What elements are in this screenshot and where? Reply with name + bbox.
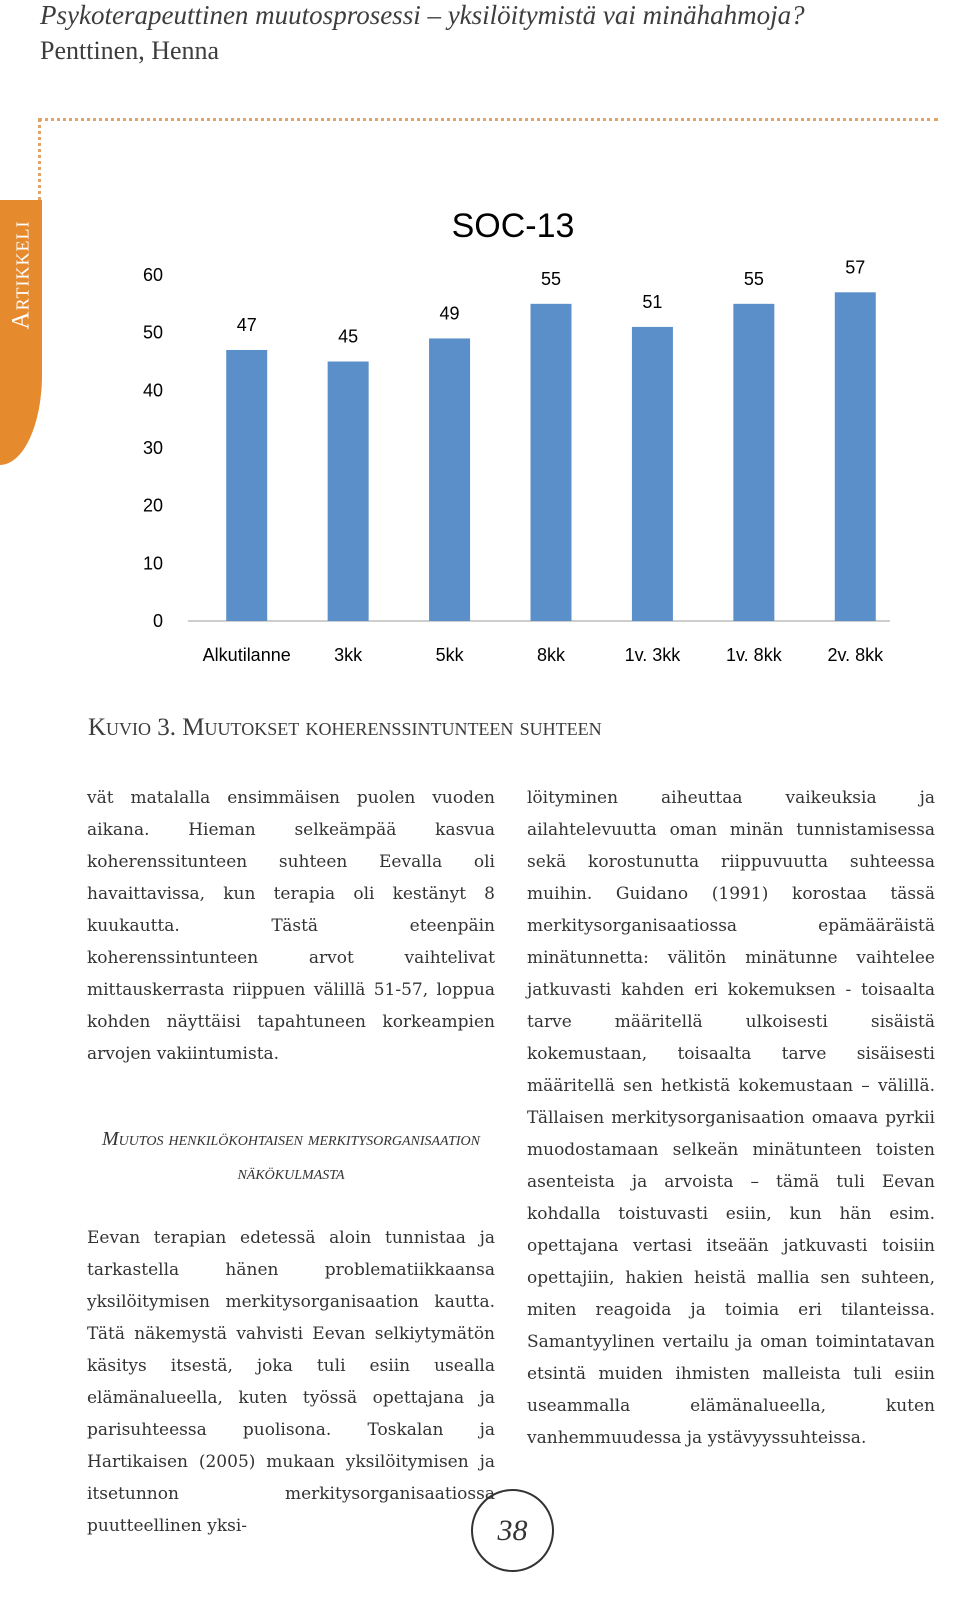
section-side-tab-label: Artikkeli [7,220,35,330]
running-header-title: Psykoterapeuttinen muutosprosessi – yksilöitymistä vai minähahmoja? [40,0,805,30]
y-tick-label: 60 [142,265,163,285]
x-tick-label: 5kk [435,645,464,665]
y-tick-label: 40 [142,380,163,401]
x-tick-label: Alkutilanne [202,645,291,665]
bar-2 [429,338,470,621]
right-paragraph-1: löityminen aiheuttaa vaikeuksia ja ailahtelevuutta oman minän tunnistamisessa sekä korostunutta riippuvuutta suhteessa muihin. Guidano (1991) korostaa tässä merkitysorganisaatiossa epämääräistä minätunnetta: välitön minätunne vaihtelee jatkuvasti kahden eri kokemuksen - toisaalta tarve määritellä ulkoisesti sisäistä kokemustaan, toisaalta tarve sisäisesti määritellä sen hetkistä kokemustaan – välillä. Tällaisen merkitysorganisaation omaava pyrkii muodostamaan selkeän minätunteen toisten asenteista ja arvoista – tämä tuli Eevan kohdalla toistuvasti esiin, kun hän esim. opettajana vertasi itseään jatkuvasti toisiin opettajiin, hakien heistä mallia sen suhteen, miten reagoida ja toimia eri tilanteissa. Samantyylinen vertailu ja oman toimintatavan etsintä muiden ihmisten malleista tuli esiin useammalla elämänalueella, kuten vanhemmuudessa ja ystävyyssuhteissa. [527,788,935,1448]
y-tick-label: 10 [142,553,163,574]
x-axis-ticks [203,645,884,665]
data-label: 51 [642,291,663,312]
left-paragraph-2: Eevan terapian edetessä aloin tunnistaa ja tarkastella hänen problematiikkaansa yksilöitymisen merkitysorganisaation kautta. Tätä näkemystä vahvisti Eevan selkiytymätön käsitys itsestä, joka tuli esiin usealla elämänalueella, kuten työssä opettajana ja parisuhteessa puolisona. Toskalan ja Hartikaisen (2005) mukaan yksilöitymisen ja itsetunnon merkitysorganisaatiossa puutteellinen yksi- [87,1228,495,1536]
chart-title: SOC-13 [451,207,575,245]
bar-4 [632,327,673,621]
text-column-right [527,782,935,1454]
data-label: 55 [743,268,764,289]
x-tick-label: 3kk [334,645,363,665]
data-label: 49 [439,303,460,324]
text-column-left [87,782,495,1542]
section-heading: Muutos henkilökohtaisen merkitysorganisaation näkökulmasta [102,1128,480,1184]
left-paragraph-1: vät matalalla ensimmäisen puolen vuoden aikana. Hieman selkeämpää kasvua koherenssitunteen suhteen Eevalla oli havaittavissa, kun terapia oli kestänyt 8 kuukautta. Tästä eteenpäin koherenssintunteen arvot vaihtelivat mittauskerrasta riippuen välillä 51-57, loppua kohden näyttäisi tapahtuneen korkeampien arvojen vakiintumista. [87,788,495,1064]
bar-5 [733,304,774,621]
running-header-author: Penttinen, Henna [40,36,220,65]
data-label: 57 [845,257,866,278]
bar-series [226,292,876,621]
soc13-bar-chart [95,195,915,690]
x-tick-label: 1v. 8kk [726,645,782,665]
decorative-dotted-border-left [38,118,41,208]
y-tick-label: 50 [142,322,163,343]
x-tick-label: 1v. 3kk [624,645,681,665]
bar-3 [531,304,572,621]
y-axis-ticks [143,265,163,631]
y-tick-label: 30 [142,438,163,458]
section-side-tab-label-wrap [0,200,42,350]
figure-caption: Kuvio 3. Muutokset koherenssintunteen suhteen [88,714,602,741]
data-label: 47 [236,314,257,335]
y-tick-label: 0 [152,611,163,631]
page-number: 38 [471,1489,554,1572]
decorative-dotted-border-top [38,118,938,121]
data-label: 45 [338,326,359,347]
y-tick-label: 20 [142,495,163,516]
x-tick-label: 8kk [536,645,566,665]
data-label: 55 [540,268,562,289]
bar-0 [226,350,267,621]
bar-1 [328,362,369,622]
bar-6 [835,292,876,621]
x-tick-label: 2v. 8kk [827,645,884,665]
